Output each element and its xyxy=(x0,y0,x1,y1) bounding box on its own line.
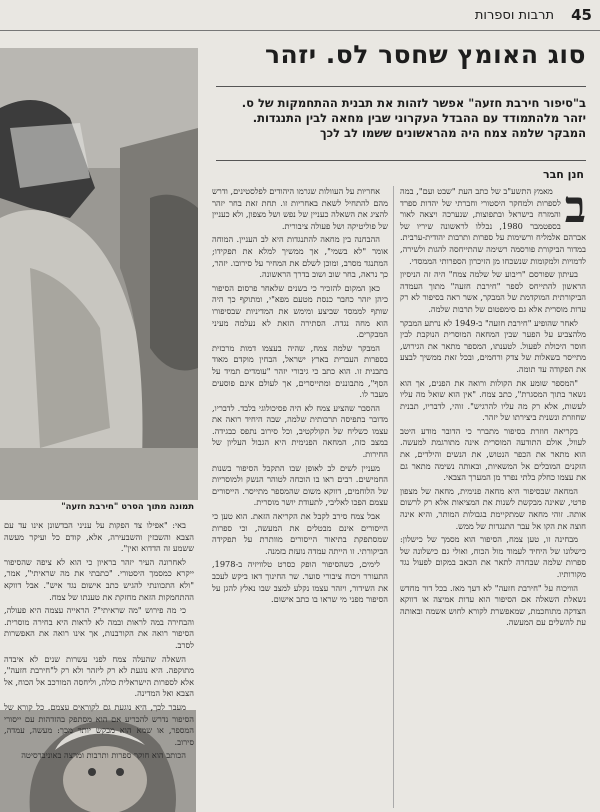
column-1-paragraph: בקריאה חוזרת בסיפור מתברר כי הדובר מודע היטב לעוול, אולם התודעה המוסרית אינה מתורגמת למעשה. הוא מתאר את הכפר הנטוש, את הנשים והילדים, את הזקנים המובלים אל המשאיות, ובאותה נשימה מתאר גם את עצמו כחלק בלתי נפרד מן המערך הצבאי. xyxy=(400,425,586,483)
drop-cap: ב xyxy=(564,182,586,233)
column-3-paragraph: מעבר לכך, היא נוגעת גם לקוראים עצמם. כל קורא של הסיפור נדרש להכריע אם הוא מסתפק בהזדהות עם ייסורי המספר, או שמא הוא מבקש יותר מכך: מעשה, עמדה, סירוב. xyxy=(4,701,194,747)
column-3-paragraph: כי מה פירוש "מה שראיתי"? הראייה עצמה היא פעולה, והבחירה במה לראות ובמה לא לראות היא בחירה מוסרית. הסיפור רואה את הקורבנות, אך אינו רואה את האפשרות לסרב. xyxy=(4,605,194,650)
column-1-paragraph: בעיתון שפורסם "ריבוע של שלמה צמח" היה זה הניסיון הראשון להתייחס לספר "חירבת חזעה" מתוך העמדה הביקורתית המוקדמת של המבקר, אשר ראה בסיפור לא רק עדות מוסרית אלא גם סימפטום של תרבות שלמה. xyxy=(400,269,586,314)
column-3-paragraph: לאחרונה העיר יזהר בראיון כי הוא לא ציפה שהסיפור ייקרא כמסמך היסטורי. "כתבתי את מה שראיתי", אמר, "ולא התכוונתי להגיש כתב אישום נגד איש". אבל דווקא ההתחמקות הזאת מחזקת את טענתו של צמח. xyxy=(4,556,194,602)
column-divider xyxy=(393,186,394,808)
subhead-rule xyxy=(216,160,586,161)
article-column-1 xyxy=(400,182,586,808)
column-3-paragraph: באי: "אפילו צד הפקות על עניני הבדשונן אינו עד עם הצבא והשבזין והשבעירה, אלא, קודם כל ועיקר מעשה ששמע זה הדדוא ואין". xyxy=(4,520,194,554)
column-1-paragraph: המחאה שבסיפור היא מחאה פנימית, מחאה של מצפון פרטי, שאינה מבקשת לשנות את המציאות אלא רק לרשום אותה. זוהי מחאה שמתקיימת בגבולות המותר, והיא אינה חוצה את הקו אל עבר התנגדות של ממש. xyxy=(400,485,586,531)
column-2-paragraph: ההסבר שהציע צמח לא היה פסיכולוגי בלבד. לדבריו, מדובר בתפיסה תרבותית שלמה, שבה היחיד רואה את עצמו כשליח של הקולקטיב, וכל סירוב נתפס כבגידה. במצב כזה, המחאה הפנימית היא הגבול העליון של החירות. xyxy=(212,402,388,460)
section-header xyxy=(0,0,600,31)
top-photo xyxy=(0,48,198,500)
article-byline: חנן חבר xyxy=(542,168,584,181)
article-column-2 xyxy=(212,186,388,808)
section-title: תרבות וספרות xyxy=(474,8,554,23)
column-2-paragraph: אבל צמח סירב לקבל את הקריאה הזאת. הוא טען כי הייסורים אינם מבטלים את המעשה, וכי ספרות שמסתפקת בתיאור הייסורים מוותרת על תפקידה הביקורתי. זו הייתה עמדה נועזת בזמנה. xyxy=(212,511,388,556)
page-number: 45 xyxy=(571,6,592,24)
column-2-paragraph: ההבחנה בין מחאה להתנגדות היא לב העניין. המוחה אומר "לא בשמי", אך ממשיך למלא את תפקידו; המתנגד מסרב, ומוכן לשלם את המחיר על סירובו. יזהר, כך נראה, בחר שוב ושוב בדרך הראשונה. xyxy=(212,234,388,280)
column-2-paragraph: לימים, כשהסיפור הופק כסרט טלוויזיה ב-1978, התעורר ויכוח ציבורי סוער. שר החינוך דאז ביקש לעכב את השידור, ויזהר עצמו נקלע למצב שבו נאלץ להגן על הסיפור מפני מי שראו בו כתב אישום. xyxy=(212,559,388,605)
column-3-paragraph: השאלה שהעלה צמח לפני עשרות שנים לא איבדה מתוקפה. היא נוגעת לא רק ליזהר ולא רק ל"חירבת חזעה", אלא לספרות הישראלית כולה, וליחסה המורכב אל הכוח, אל הצבא ואל המדינה. xyxy=(4,653,194,699)
column-1-paragraph: "המספר שומע את הקולות ורואה את הפנים, אך הוא נשאר בתוך המסגרת", כתב צמח. "אין הוא שואל מה עליו לעשות, אלא רק מה עליו להרגיש". זוהי, לדבריו, תבנית שחוזרת ונשנית ביצירתו של יזהר. xyxy=(400,377,586,423)
column-2-paragraph: כאן המקום להזכיר כי בשנים שלאחר פרסום הסיפור כיהן יזהר כחבר כנסת מטעם מפא"י, ומתוקף כך היה שותף לממסד שביצע ומימש את המדיניות שבסיפורו הוא מחה נגדה. הסתירה הזאת לא נעלמה מעיני המבקרים. xyxy=(212,282,388,340)
column-1-paragraph: לאחר שהופיע "חירבת חזעה" ב-1949 לא נרתע המבקר מלהצביע על הפער שבין המחאה המוסרית הנוקבת לבין חוסר היכולת לפעול. לטענתו, המספר מתאר את הגירוש, מתייסר בשאלות של צדק ורחמים, ובכל זאת ממשיך לבצע את הפקודה עד תומה. xyxy=(400,317,586,374)
column-2-paragraph: מעניין לשים לב לאופן שבו התקבל הסיפור בשנות החמישים. רבים ראו בו הוכחה לטוהר הנשק ולמוסריות של הלוחמים, דווקא משום שהמספר מתייסר. הייסורים עצמם הפכו לאליבי, לתעודת יושר מוסרית. xyxy=(212,462,388,508)
article-headline: סוג האומץ שחסר לס. יזהר xyxy=(264,40,586,69)
column-2-paragraph: המבקר שלמה צמח, שהיה בעצמו דמות מרכזית בספרות העברית בארץ ישראל, הבחין מוקדם מאוד בתבנית זו. הוא כתב כי גיבורי יזהר "עומדים תמיד על הסף", מתבוננים ומתייסרים, אך לעולם אינם פוסעים מעבר לו. xyxy=(212,342,388,400)
column-3-paragraph: הכותב הוא חוקר ספרות ותרבות ומרצה באוניברסיטה xyxy=(21,750,186,761)
column-1-paragraph: מבחינה זו, טען צמח, הסיפור הוא מסמך של כישלון: כישלונו של היחיד לעמוד מול הכוח, ואולי גם כישלונה של ספרות שלמה שבחרה לתאר את הכאב במקום לפעול נגד מקורותיו. xyxy=(400,534,586,579)
article-column-3 xyxy=(4,520,194,761)
column-2-paragraph: אחריות על העוולות שגרמו היהודים לפלסטינים, ודרש מהם להתחיל לשאת באחריות זו. תחת זאת בחר יזהר להציג את השאלה כעניין של נפש ושל מצפון, ולא כעניין של פוליטיקה ושל פעולה ציבורית. xyxy=(212,186,388,231)
article-subheadline: ב"סיפור חירבת חזעה" אפשר לזהות את תבנית ההתחמקות של ס. יזהר מלהתמודד עם ההבדל העקרוני שבין מחאה לבין התנגדות. המבקר שלמה צמח היה מהראשונים ששמו לב לכך xyxy=(241,96,586,140)
column-1-paragraph: מאמץ התשע"ב של כתב העת "שבט ועם", במה לספרות ולמחקר היסטורי וחברתי של יהדות ספרד והמזרח בישראל ובתפוצות, שנערכה ויצאה לאור בספטמבר 1980, נכללו לראשונה שיריו של אברהם אלמליח ורשימות על ספרות ותרבות יהודית-ערבית. במדור הביקורת פורסמה רשימה שהתייחסה להגות ולשירה, לדמויות ולמקומות שנשכחו מן הזיכרון הספרותי הממסדי. xyxy=(400,186,586,266)
top-photo-image xyxy=(0,48,198,500)
top-photo-caption: תמונה מתוך הסרט "חירבת חזעה" xyxy=(61,502,194,512)
headline-rule xyxy=(216,86,586,87)
column-1-paragraph: הוויכוח על "חירבת חזעה" לא דעך מאז. בכל דור מחדש נשאלת השאלה אם הסיפור הוא עדות אמיצה או דווקא הצדקה מתוחכמת, שמאפשרת לקורא לחוש אשמה ובאותה עת להשלים עם המעשה. xyxy=(400,582,586,628)
